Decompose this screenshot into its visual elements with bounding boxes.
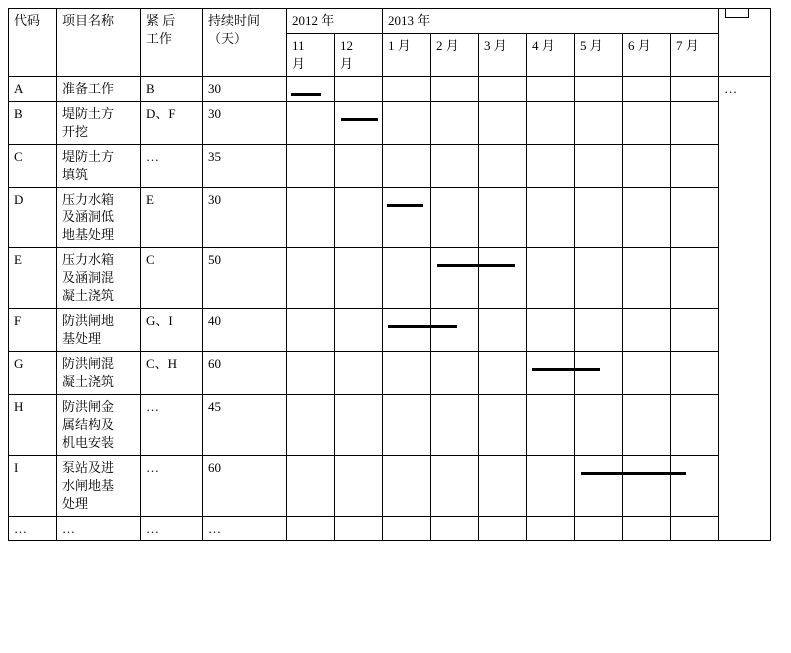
row-successor: E [141, 187, 203, 248]
row-successor: D、F [141, 101, 203, 144]
gantt-cell [623, 144, 671, 187]
gantt-cell [527, 101, 575, 144]
gantt-cell [287, 144, 335, 187]
gantt-cell [431, 101, 479, 144]
row-duration: 35 [203, 144, 287, 187]
gantt-cell [527, 144, 575, 187]
gantt-cell [431, 76, 479, 101]
row-successor: G、I [141, 309, 203, 352]
gantt-cell [527, 394, 575, 455]
gantt-cell [431, 394, 479, 455]
header-successor: 紧 后 工作 [141, 9, 203, 77]
gantt-cell [479, 309, 527, 352]
gantt-cell [671, 394, 719, 455]
gantt-cell [383, 248, 431, 309]
row-successor: … [141, 394, 203, 455]
gantt-cell [575, 309, 623, 352]
gantt-cell [671, 352, 719, 395]
header-month-1: 11 月 [287, 33, 335, 76]
gantt-cell [479, 394, 527, 455]
gantt-cell [287, 309, 335, 352]
row-name: 准备工作 [57, 76, 141, 101]
header-year-2013: 2013 年 [383, 9, 719, 34]
header-month-2: 12 月 [335, 33, 383, 76]
gantt-cell [479, 352, 527, 395]
gantt-cell [527, 516, 575, 541]
gantt-cell [383, 455, 431, 516]
gantt-cell [383, 144, 431, 187]
gantt-cell [335, 101, 383, 144]
gantt-cell [335, 187, 383, 248]
row-name: 泵站及进 水闸地基 处理 [57, 455, 141, 516]
gantt-cell [383, 76, 431, 101]
gantt-cell [671, 455, 719, 516]
gantt-cell [623, 101, 671, 144]
row-code: … [9, 516, 57, 541]
gantt-cell [575, 187, 623, 248]
header-code: 代码 [9, 9, 57, 77]
gantt-cell [623, 187, 671, 248]
gantt-cell [287, 101, 335, 144]
gantt-cell [575, 76, 623, 101]
table-row [9, 352, 771, 395]
schedule-table-body [9, 9, 771, 541]
gantt-cell [287, 352, 335, 395]
gantt-cell [575, 455, 623, 516]
gantt-cell [383, 187, 431, 248]
gantt-cell [671, 144, 719, 187]
gantt-bar [291, 93, 321, 96]
gantt-cell [431, 309, 479, 352]
gantt-cell [287, 455, 335, 516]
gantt-cell [287, 187, 335, 248]
row-code: A [9, 76, 57, 101]
gantt-cell [527, 187, 575, 248]
gantt-cell [527, 352, 575, 395]
gantt-cell [623, 248, 671, 309]
header-month-3: 1 月 [383, 33, 431, 76]
header-month-5: 3 月 [479, 33, 527, 76]
gantt-bar [387, 204, 423, 207]
gantt-cell [431, 187, 479, 248]
gantt-cell [479, 101, 527, 144]
gantt-cell [335, 455, 383, 516]
row-code: B [9, 101, 57, 144]
gantt-cell [527, 309, 575, 352]
row-duration: 60 [203, 352, 287, 395]
gantt-cell [431, 352, 479, 395]
header-name: 项目名称 [57, 9, 141, 77]
gantt-cell [623, 76, 671, 101]
gantt-cell [575, 352, 623, 395]
row-code: F [9, 309, 57, 352]
row-code: C [9, 144, 57, 187]
row-successor: C、H [141, 352, 203, 395]
table-row [9, 144, 771, 187]
header-month-4: 2 月 [431, 33, 479, 76]
row-code: I [9, 455, 57, 516]
gantt-cell [527, 76, 575, 101]
row-name: … [57, 516, 141, 541]
row-name: 堤防土方 开挖 [57, 101, 141, 144]
gantt-cell [479, 455, 527, 516]
gantt-sheet [8, 8, 783, 645]
gantt-cell [335, 309, 383, 352]
row-duration: 60 [203, 455, 287, 516]
gantt-cell [335, 144, 383, 187]
row-successor: C [141, 248, 203, 309]
gantt-cell [287, 248, 335, 309]
row-successor: … [141, 516, 203, 541]
gantt-cell [383, 309, 431, 352]
row-name: 压力水箱 及涵洞混 凝土浇筑 [57, 248, 141, 309]
gantt-cell [575, 248, 623, 309]
gantt-cell [527, 248, 575, 309]
table-row [9, 516, 771, 541]
gantt-cell [671, 76, 719, 101]
row-name: 防洪闸混 凝土浇筑 [57, 352, 141, 395]
row-successor: … [141, 144, 203, 187]
row-duration: … [203, 516, 287, 541]
table-row [9, 101, 771, 144]
gantt-cell [335, 516, 383, 541]
row-code: E [9, 248, 57, 309]
row-successor: B [141, 76, 203, 101]
gantt-cell [479, 248, 527, 309]
gantt-cell [671, 248, 719, 309]
gantt-cell [335, 394, 383, 455]
gantt-cell [479, 516, 527, 541]
schedule-table [8, 8, 771, 541]
row-name: 防洪闸金 属结构及 机电安装 [57, 394, 141, 455]
gantt-cell [575, 144, 623, 187]
gantt-cell [479, 76, 527, 101]
gantt-cell [431, 516, 479, 541]
table-row [9, 455, 771, 516]
gantt-cell [335, 248, 383, 309]
gantt-cell [623, 352, 671, 395]
gantt-cell [623, 516, 671, 541]
header-month-9: 7 月 [671, 33, 719, 76]
gantt-cell [479, 144, 527, 187]
gantt-cell [575, 516, 623, 541]
header-month-7: 5 月 [575, 33, 623, 76]
gantt-cell [623, 394, 671, 455]
gantt-cell [287, 76, 335, 101]
gantt-cell [383, 352, 431, 395]
table-row [9, 394, 771, 455]
table-header-row-1 [9, 9, 771, 34]
row-successor: … [141, 455, 203, 516]
gantt-cell [431, 455, 479, 516]
header-duration: 持续时间 （天） [203, 9, 287, 77]
table-row [9, 248, 771, 309]
row-duration: 40 [203, 309, 287, 352]
header-month-6: 4 月 [527, 33, 575, 76]
gantt-cell [623, 309, 671, 352]
page-top-marker [725, 8, 749, 18]
header-month-8: 6 月 [623, 33, 671, 76]
gantt-cell [383, 101, 431, 144]
row-code: G [9, 352, 57, 395]
gantt-cell [287, 394, 335, 455]
gantt-cell [575, 101, 623, 144]
gantt-cell [383, 516, 431, 541]
gantt-cell [479, 187, 527, 248]
table-row [9, 76, 771, 101]
tail-ellipsis: … [719, 76, 771, 541]
gantt-cell [335, 352, 383, 395]
row-duration: 45 [203, 394, 287, 455]
row-duration: 30 [203, 76, 287, 101]
gantt-cell [671, 187, 719, 248]
gantt-cell [335, 76, 383, 101]
header-tail-top [719, 9, 771, 77]
row-code: H [9, 394, 57, 455]
gantt-cell [623, 455, 671, 516]
gantt-cell [671, 516, 719, 541]
gantt-cell [431, 144, 479, 187]
gantt-cell [527, 455, 575, 516]
row-name: 防洪闸地 基处理 [57, 309, 141, 352]
row-duration: 30 [203, 187, 287, 248]
gantt-cell [575, 394, 623, 455]
row-name: 压力水箱 及涵洞低 地基处理 [57, 187, 141, 248]
table-row [9, 187, 771, 248]
row-code: D [9, 187, 57, 248]
header-year-2012: 2012 年 [287, 9, 383, 34]
gantt-cell [383, 394, 431, 455]
table-row [9, 309, 771, 352]
gantt-cell [431, 248, 479, 309]
row-duration: 50 [203, 248, 287, 309]
gantt-cell [671, 309, 719, 352]
gantt-cell [287, 516, 335, 541]
row-name: 堤防土方 填筑 [57, 144, 141, 187]
gantt-cell [671, 101, 719, 144]
gantt-bar [341, 118, 378, 121]
row-duration: 30 [203, 101, 287, 144]
